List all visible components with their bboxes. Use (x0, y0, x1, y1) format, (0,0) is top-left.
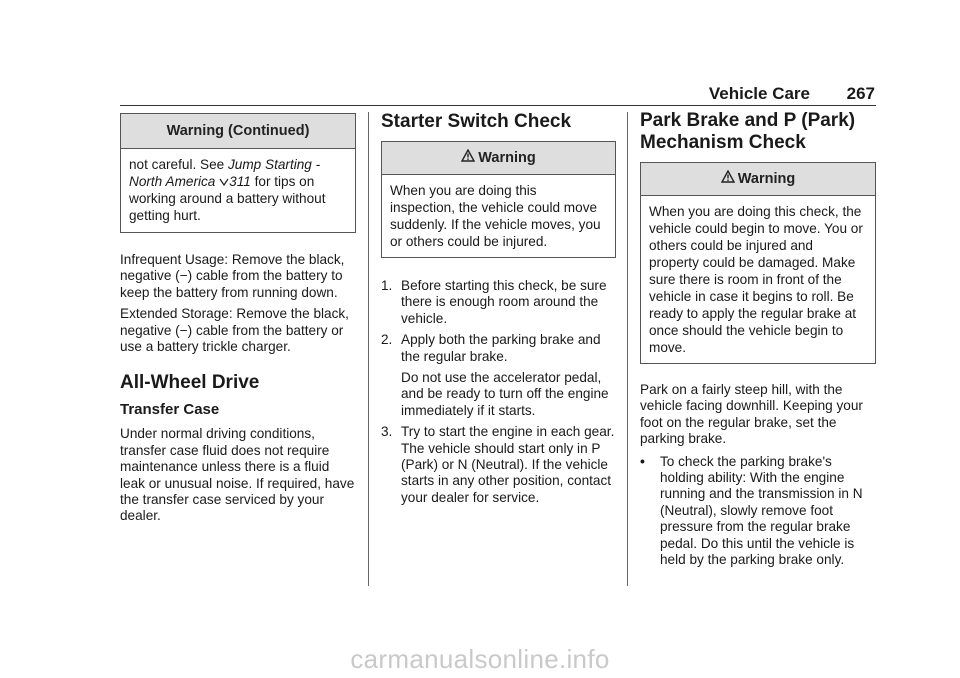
page-ref-icon (219, 174, 229, 184)
jump-starting-link[interactable]: Jump Starting - North America (129, 157, 321, 189)
park-warning-box (640, 162, 876, 364)
step-text: Apply both the parking brake and the regular brake. (401, 332, 601, 364)
column-2 (381, 110, 616, 506)
step-1 (381, 278, 616, 327)
column-1 (120, 110, 356, 525)
infrequent-usage-text: Infrequent Usage: Remove the black, negative (−) cable from the battery to keep the battery from running down. (120, 252, 345, 300)
park-warning-header (641, 163, 875, 196)
transfer-case-heading: Transfer Case (120, 401, 220, 419)
extended-storage-text: Extended Storage: Remove the black, negative (−) cable from the battery or use a battery trickle charger. (120, 306, 349, 355)
park-warning-title: Warning (737, 171, 796, 187)
section-title: Vehicle Care (708, 84, 810, 103)
warning-triangle-icon (461, 141, 475, 173)
starter-warning-header (382, 142, 615, 175)
step-text: Before starting this check, be sure there is enough room around the vehicle. (401, 278, 607, 326)
step-text: Try to start the engine in each gear. The vehicle should start only in P (Park) or N (Neutral). If the vehicle starts in any other position, contact your dealer for service. (401, 424, 615, 505)
starter-switch-heading: Starter Switch Check (381, 111, 572, 132)
park-warning-text: When you are doing this check, the vehicle could begin to move. You or others could be injured and property could be damaged. Make sure there is room in front of the vehicle in case it begins to roll. Be ready to apply the regular brake at once should the vehicle begin to move. (649, 204, 863, 355)
warning-continued-box (120, 113, 356, 233)
step-2-note: Do not use the accelerator pedal, and be ready to turn off the engine immediately if it starts. (401, 370, 609, 418)
step-3 (381, 424, 616, 506)
transfer-case-text: Under normal driving conditions, transfer case fluid does not require maintenance unless there is a fluid leak or unusual noise. If required, have the transfer case serviced by your dealer. (120, 426, 355, 524)
bullet-item (640, 454, 876, 569)
warning-continued-title: Warning (Continued) (121, 114, 355, 149)
park-brake-heading: Park Brake and P (Park) Mechanism Check (640, 110, 856, 153)
watermark: carmanualsonline.info (350, 644, 610, 674)
warning-triangle-icon (721, 162, 735, 194)
column-3 (640, 110, 876, 568)
warning-text: not careful. See (129, 157, 228, 172)
page-number: 267 (846, 84, 875, 103)
warning-continued-text (121, 149, 355, 232)
starter-warning-text: When you are doing this inspection, the vehicle could move suddenly. If the vehicle moves, you or others could be injured. (390, 183, 601, 249)
starter-warning-title: Warning (478, 150, 536, 166)
page-header (120, 84, 876, 104)
column-divider-2 (627, 112, 628, 586)
bullet-icon: • (640, 452, 645, 469)
bullet-text: To check the parking brake's holding ability: With the engine running and the transmission in N (Neutral), slowly remove foot pressure from the regular brake pedal. Do this until the vehicle is held by the parking brake only. (660, 453, 863, 568)
header-rule (120, 105, 876, 106)
step-number: 1. (381, 278, 393, 293)
column-divider-1 (368, 112, 369, 586)
park-intro-text: Park on a fairly steep hill, with the vehicle facing downhill. Keeping your foot on the regular brake, set the parking brake. (640, 382, 863, 447)
step-number: 2. (381, 332, 393, 348)
step-2 (381, 332, 616, 365)
step-number: 3. (381, 424, 393, 440)
awd-heading: All-Wheel Drive (120, 372, 260, 394)
starter-warning-box (381, 141, 616, 258)
warning-text-rest: for tips on working around a battery without getting hurt. (129, 174, 326, 223)
page-ref-number[interactable]: 311 (229, 174, 251, 189)
